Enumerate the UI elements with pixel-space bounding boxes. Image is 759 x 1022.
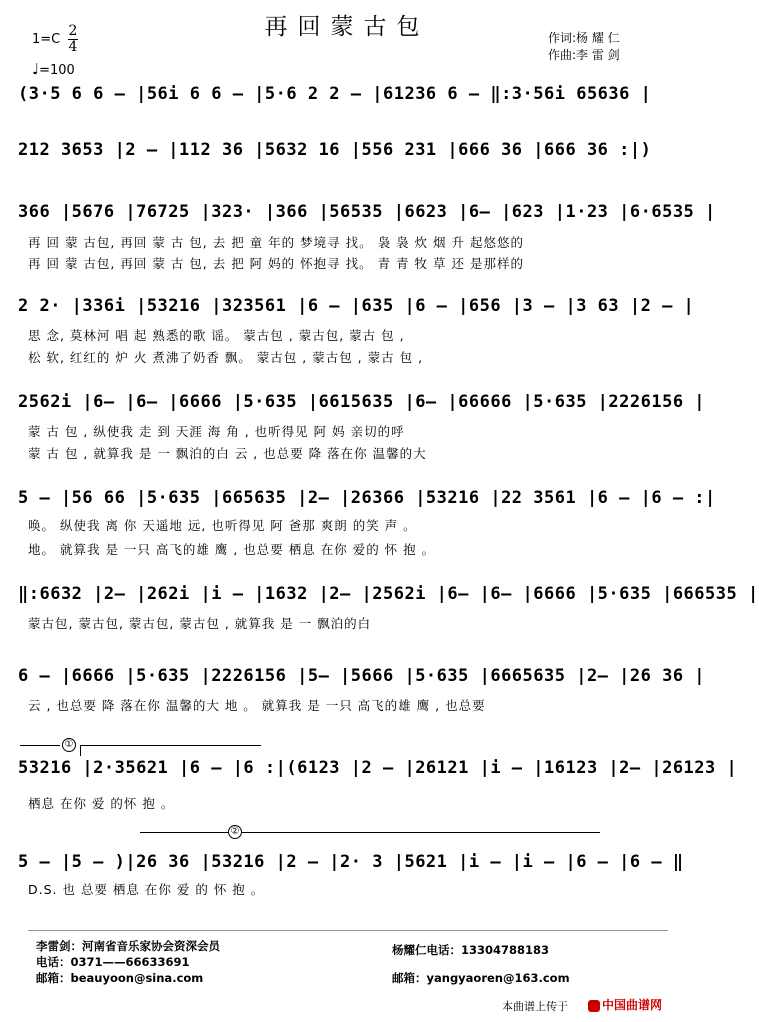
lyric-row-8: 云 , 也总要 降 落在你 温馨的大 地 。 就算我 是 一只 高飞的雄 鹰 , 也总要 — [28, 698, 486, 713]
lyric-row-3-verse-1: 再 回 蒙 古包, 再回 蒙 古 包, 去 把 童 年的 梦境寻 找。 袅 袅 炊 烟 升 起悠悠的 — [28, 235, 524, 250]
lyricist-credit: 作词:杨 耀 仁 — [548, 31, 620, 45]
lyric-row-4-verse-1: 思 念, 莫林河 唱 起 熟悉的歌 谣。 蒙古包 , 蒙古包, 蒙古 包 , — [28, 328, 405, 343]
tempo-marking — [32, 60, 75, 78]
site-logo-icon — [588, 1000, 600, 1012]
lyric-row-10: D.S. 也 总要 栖息 在你 爱 的 怀 抱 。 — [28, 882, 265, 897]
score-row-5: 2562i |6– |6– |6666 |5·635 |6615635 |6– |66666 |5·635 |2226156 | — [18, 392, 706, 412]
meter-bottom: 4 — [68, 39, 78, 55]
tempo-value: =100 — [39, 63, 75, 78]
footer-divider — [28, 930, 668, 931]
site-logo-text: 中国曲谱网 — [602, 998, 663, 1012]
meter-top: 2 — [68, 23, 78, 39]
time-signature — [68, 24, 78, 55]
first-ending-bracket — [80, 745, 261, 756]
composer-email: 邮箱：beauyoon@sina.com — [36, 971, 204, 985]
score-row-2: 212 3653 |2 – |112 36 |5632 16 |556 231 |666 36 |666 36 :|) — [18, 140, 652, 160]
score-row-4: 2 2· |336i |53216 |323561 |6 – |635 |6 – |656 |3 – |3 63 |2 – | — [18, 296, 695, 316]
song-title: 再回蒙古包 — [264, 14, 430, 40]
upload-note: 本曲谱上传于 — [502, 1000, 568, 1013]
composer-bio: 李雷剑：河南省音乐家协会资深会员 — [36, 939, 220, 953]
site-logo — [588, 996, 662, 1013]
lyric-row-5-verse-1: 蒙 古 包 , 纵使我 走 到 天涯 海 角 , 也听得见 阿 妈 亲切的呼 — [28, 424, 405, 439]
score-row-3: 366 |5676 |76725 |323· |366 |56535 |6623 |6– |623 |1·23 |6·6535 | — [18, 202, 716, 222]
score-row-8: 6 – |6666 |5·635 |2226156 |5– |5666 |5·635 |6665635 |2– |26 36 | — [18, 666, 706, 686]
score-row-10: 5 – |5 – )|26 36 |53216 |2 – |2· 3 |5621 |i – |i – |6 – |6 – ‖ — [18, 852, 684, 872]
lyricist-email: 邮箱：yangyaoren@163.com — [392, 971, 570, 985]
first-ending-lead-line — [20, 745, 60, 746]
score-row-6: 5 – |56 66 |5·635 |665635 |2– |26366 |53216 |22 3561 |6 – |6 – :| — [18, 488, 716, 508]
lyricist-phone: 杨耀仁电话：13304788183 — [392, 943, 550, 957]
lyric-row-6-verse-2: 地。 就算我 是 一只 高飞的雄 鹰 , 也总要 栖息 在你 爱的 怀 抱 。 — [28, 542, 436, 557]
lyric-row-7: 蒙古包, 蒙古包, 蒙古包, 蒙古包 , 就算我 是 一 飘泊的白 — [28, 616, 372, 631]
composer-credit: 作曲:李 雷 剑 — [548, 48, 620, 62]
lyric-row-4-verse-2: 松 软, 红红的 炉 火 煮沸了奶香 飘。 蒙古包 , 蒙古包 , 蒙古 包 , — [28, 350, 424, 365]
second-ending-number: ② — [228, 825, 242, 839]
score-row-7: ‖:6632 |2– |262i |i – |1632 |2– |2562i |6– |6– |6666 |5·635 |666535 | — [18, 584, 759, 604]
composer-phone: 电话：0371——66633691 — [36, 955, 190, 969]
score-row-9: 53216 |2·35621 |6 – |6 :|(6123 |2 – |26121 |i – |16123 |2– |26123 | — [18, 758, 738, 778]
key-signature: 1=C — [32, 32, 61, 47]
quarter-note-icon: ♩ — [32, 60, 40, 78]
first-ending-number: ① — [62, 738, 76, 752]
credits — [548, 30, 620, 64]
lyric-row-5-verse-2: 蒙 古 包 , 就算我 是 一 飘泊的白 云 , 也总要 降 落在你 温馨的大 — [28, 446, 427, 461]
lyric-row-6-verse-1: 唤。 纵使我 离 你 天遥地 远, 也听得见 阿 爸那 爽朗 的笑 声 。 — [28, 518, 417, 533]
lyric-row-9: 栖息 在你 爱 的怀 抱 。 — [28, 796, 175, 811]
lyric-row-3-verse-2: 再 回 蒙 古包, 再回 蒙 古 包, 去 把 阿 妈的 怀抱寻 找。 青 青 牧 草 还 是那样的 — [28, 256, 524, 271]
second-ending-bracket — [140, 832, 600, 843]
score-row-1: (3·5 6 6 – |56i 6 6 – |5·6 2 2 – |61236 6 – ‖:3·56i 65636 | — [18, 84, 652, 104]
